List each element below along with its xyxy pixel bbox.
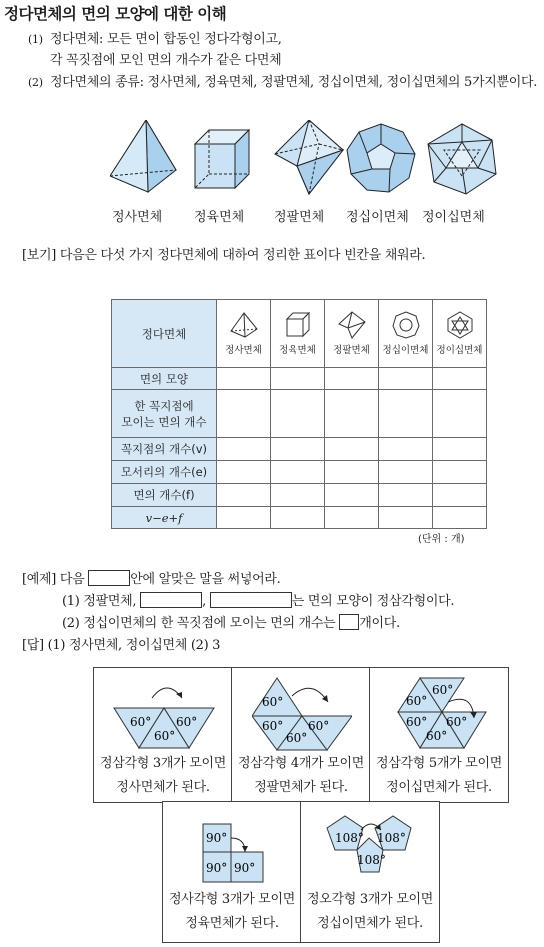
panel-cube (162, 801, 302, 943)
angle-label: 108° (357, 853, 386, 867)
example-intro (22, 568, 280, 587)
item-number: (2) (28, 76, 43, 89)
panel-caption-line-1: 정오각형 3개가 모이면 (307, 892, 433, 907)
table-cell[interactable] (271, 368, 325, 390)
definition-line-2: 각 꼭짓점에 모인 면의 개수가 같은 다면체 (50, 53, 282, 68)
example-q2 (62, 612, 400, 631)
angle-label: 60° (426, 729, 448, 743)
panel-caption-line-1: 정삼각형 3개가 모이면 (100, 756, 226, 771)
row-header: 면의 개수(f) (112, 484, 217, 507)
bogi-tag: [보기] (22, 248, 57, 263)
table-cell[interactable] (325, 390, 379, 438)
column-label: 정육면체 (279, 345, 316, 356)
question-text: 개이다. (359, 616, 400, 631)
solid-label: 정육면체 (194, 210, 245, 225)
definition-text: 정다면체: 모든 면이 합동인 정다각형이고, (50, 32, 282, 47)
panel-octahedron (231, 667, 371, 803)
angle-label: 60° (446, 715, 468, 729)
angle-label: 108° (335, 831, 364, 845)
table-cell[interactable] (217, 438, 271, 461)
table-cell[interactable] (217, 368, 271, 390)
angle-label: 60° (176, 715, 198, 729)
table-cell[interactable] (379, 507, 433, 529)
row-header: 꼭지점의 개수(v) (112, 438, 217, 461)
table-col-header (433, 300, 487, 368)
column-label: 정팔면체 (333, 345, 370, 356)
octahedron-icon (337, 311, 367, 339)
table-cell[interactable] (433, 390, 487, 438)
row-header-line: 한 꼭지점에 (134, 398, 194, 413)
panel-icosahedron (369, 667, 509, 803)
angle-label: 90° (206, 831, 228, 845)
answer-line (22, 634, 220, 653)
example-text: 안에 알맞은 말을 써넣어라. (130, 572, 281, 587)
row-header: v−e+f (112, 507, 217, 529)
question-text: (1) 정팔면체, (62, 594, 137, 609)
table-cell[interactable] (217, 461, 271, 484)
table-cell[interactable] (379, 484, 433, 507)
answer-tag: [답] (22, 638, 44, 653)
angle-label: 60° (262, 695, 284, 709)
table-cell[interactable] (271, 438, 325, 461)
angle-label: 60° (262, 719, 284, 733)
cube-icon (283, 311, 313, 339)
solid-label: 정십이면체 (346, 210, 409, 225)
answer-blank[interactable] (140, 592, 202, 608)
octahedron-icon (275, 120, 343, 194)
question-text: 는 면의 모양이 정삼각형이다. (291, 594, 455, 609)
table-cell[interactable] (433, 368, 487, 390)
angle-label: 60° (406, 694, 428, 708)
angle-label: 60° (432, 683, 454, 697)
table-cell[interactable] (271, 461, 325, 484)
panel-caption-line-2: 정이십면체가 된다. (386, 780, 492, 795)
table-cell[interactable] (379, 390, 433, 438)
question-text: , (202, 594, 206, 609)
table-corner-header: 정다면체 (112, 300, 217, 368)
tetrahedron-icon (229, 311, 259, 339)
unit-note: (단위 : 개) (418, 534, 465, 545)
answer-text: (1) 정사면체, 정이십면체 (2) 3 (47, 638, 221, 653)
panel-caption-line-2: 정십이면체가 된다. (317, 916, 423, 931)
table-cell[interactable] (379, 368, 433, 390)
row-header: 모서리의 개수(e) (112, 461, 217, 484)
table-cell[interactable] (433, 484, 487, 507)
three-triangles-diagram (112, 678, 216, 750)
table-cell[interactable] (433, 438, 487, 461)
panel-caption-line-2: 정사면체가 된다. (116, 780, 210, 795)
table-col-header (325, 300, 379, 368)
table-col-header (379, 300, 433, 368)
table-cell[interactable] (217, 390, 271, 438)
polyhedra-table (111, 299, 487, 529)
column-label: 정사면체 (225, 345, 262, 356)
table-cell[interactable] (379, 438, 433, 461)
table-cell[interactable] (325, 368, 379, 390)
table-cell[interactable] (325, 438, 379, 461)
angle-label: 60° (406, 715, 428, 729)
example-text: 다음 (59, 572, 85, 587)
table-cell[interactable] (325, 507, 379, 529)
example-q1 (62, 590, 454, 609)
table-cell[interactable] (325, 484, 379, 507)
tetrahedron-icon (110, 120, 176, 192)
table-cell[interactable] (325, 461, 379, 484)
icosahedron-icon (428, 124, 496, 194)
panel-caption-line-1: 정사각형 3개가 모이면 (169, 892, 295, 907)
icosahedron-icon (445, 311, 475, 339)
panel-caption-line-1: 정삼각형 4개가 모이면 (238, 756, 364, 771)
angle-label: 90° (234, 861, 256, 875)
solid-label: 정이십면체 (422, 210, 485, 225)
table-cell[interactable] (271, 390, 325, 438)
definition-line-1 (28, 28, 282, 47)
row-header (112, 390, 217, 438)
blank-box (88, 570, 130, 586)
table-cell[interactable] (433, 507, 487, 529)
answer-blank[interactable] (339, 614, 359, 630)
table-cell[interactable] (217, 484, 271, 507)
polyhedra-illustration (110, 120, 510, 195)
panel-caption-line-1: 정삼각형 5개가 모이면 (376, 756, 502, 771)
solid-label: 정사면체 (112, 210, 163, 225)
solid-label: 정팔면체 (274, 210, 325, 225)
definition-line-3 (28, 71, 537, 90)
angle-label: 108° (377, 831, 406, 845)
angle-label: 60° (130, 715, 152, 729)
panel-tetrahedron (93, 667, 233, 803)
cube-icon (195, 130, 249, 188)
table-col-header (217, 300, 271, 368)
column-label: 정이십면체 (436, 345, 483, 356)
five-triangles-diagram (392, 672, 492, 752)
angle-label: 60° (308, 719, 330, 733)
dodecahedron-icon (391, 311, 421, 339)
panel-dodecahedron (300, 801, 440, 943)
column-label: 정십이면체 (382, 345, 429, 356)
angle-label: 90° (206, 861, 228, 875)
table-cell[interactable] (433, 461, 487, 484)
example-tag: [예제] (22, 572, 57, 587)
definition-text: 정다면체의 종류: 정사면체, 정육면체, 정팔면체, 정십이면체, 정이십면체의 5가지뿐이다. (50, 75, 538, 90)
item-number: (1) (28, 33, 43, 46)
angle-label: 60° (286, 731, 308, 745)
row-header: 면의 모양 (112, 368, 217, 390)
three-squares-diagram (201, 822, 265, 886)
question-text: (2) 정십이면체의 한 꼭짓점에 모이는 면의 개수는 (62, 616, 336, 631)
row-header-line: 모이는 면의 개수 (121, 414, 207, 429)
three-pentagons-diagram (323, 812, 419, 888)
table-cell[interactable] (271, 484, 325, 507)
panel-caption-line-2: 정육면체가 된다. (185, 916, 279, 931)
four-triangles-diagram (252, 672, 352, 752)
angle-label: 60° (154, 729, 176, 743)
table-cell[interactable] (217, 507, 271, 529)
page-title: 정다면체의 면의 모양에 대한 이해 (4, 5, 227, 23)
dodecahedron-icon (347, 124, 415, 192)
table-cell[interactable] (271, 507, 325, 529)
table-cell[interactable] (379, 461, 433, 484)
panel-caption-line-2: 정팔면체가 된다. (254, 780, 348, 795)
bogi-text: 다음은 다섯 가지 정다면체에 대하여 정리한 표이다 빈칸을 채워라. (59, 248, 426, 263)
answer-blank[interactable] (210, 592, 292, 608)
bogi-line (22, 244, 425, 263)
table-col-header (271, 300, 325, 368)
